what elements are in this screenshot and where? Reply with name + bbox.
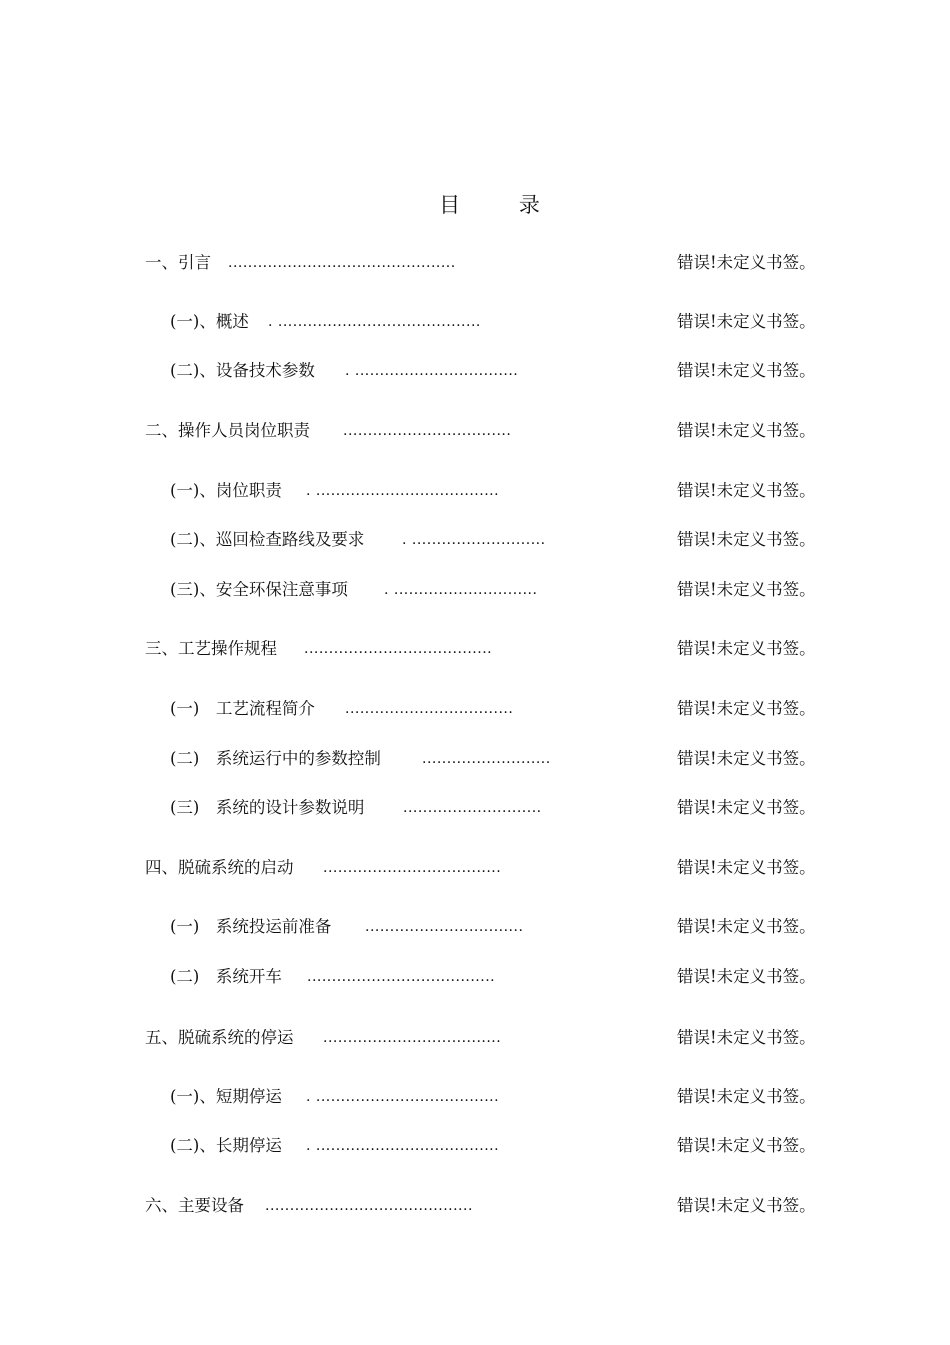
toc-entry[interactable] — [0, 528, 950, 552]
toc-leader-dots: .................................. — [345, 701, 514, 717]
toc-page-ref: 错误!未定义书签。 — [677, 639, 816, 658]
toc-entry[interactable] — [0, 419, 950, 443]
toc-entry[interactable] — [0, 359, 950, 383]
toc-entry-label: (三) 系统的设计参数说明 — [170, 798, 365, 817]
toc-entry[interactable] — [0, 747, 950, 771]
toc-entry[interactable] — [0, 856, 950, 880]
toc-entry[interactable] — [0, 310, 950, 334]
toc-entry-label: (一) 工艺流程简介 — [170, 699, 315, 718]
toc-leader-dots: .................................... — [323, 1030, 502, 1046]
toc-entry[interactable] — [0, 697, 950, 721]
toc-leader-dots: .......................... — [422, 751, 551, 767]
toc-page-ref: 错误!未定义书签。 — [677, 1136, 816, 1155]
toc-page-ref: 错误!未定义书签。 — [677, 749, 816, 768]
toc-leader-dots: ................................ — [365, 919, 524, 935]
toc-entry[interactable] — [0, 637, 950, 661]
toc-page-ref: 错误!未定义书签。 — [677, 1196, 816, 1215]
toc-leader-dots: ...................................... — [304, 641, 493, 657]
toc-entry[interactable] — [0, 1194, 950, 1218]
toc-entry-label: 五、脱硫系统的停运 — [145, 1028, 294, 1047]
toc-page-ref: 错误!未定义书签。 — [677, 917, 816, 936]
toc-entry-label: (二)、巡回检查路线及要求 — [170, 530, 365, 549]
toc-leader-dots: .................................. — [343, 423, 512, 439]
toc-entry-label: 六、主要设备 — [145, 1196, 244, 1215]
toc-entry[interactable] — [0, 479, 950, 503]
toc-leader-dots: .......................................... — [265, 1198, 473, 1214]
toc-page-ref: 错误!未定义书签。 — [677, 798, 816, 817]
toc-entry-label: 四、脱硫系统的启动 — [145, 858, 294, 877]
toc-leader-dots: ...................................... — [307, 969, 496, 985]
toc-title: 目 录 — [439, 193, 566, 217]
toc-leader-dots: . ............................. — [384, 582, 538, 598]
toc-entry-label: (三)、安全环保注意事项 — [170, 580, 348, 599]
toc-entry[interactable] — [0, 251, 950, 275]
toc-page-ref: 错误!未定义书签。 — [677, 699, 816, 718]
toc-page-ref: 错误!未定义书签。 — [677, 361, 816, 380]
toc-entry[interactable] — [0, 1134, 950, 1158]
toc-entry[interactable] — [0, 965, 950, 989]
toc-entry-label: 三、工艺操作规程 — [145, 639, 277, 658]
toc-entry-label: (一)、岗位职责 — [170, 481, 282, 500]
toc-page-ref: 错误!未定义书签。 — [677, 858, 816, 877]
toc-entry[interactable] — [0, 915, 950, 939]
toc-page-ref: 错误!未定义书签。 — [677, 421, 816, 440]
toc-leader-dots: . ..................................... — [306, 1089, 500, 1105]
toc-leader-dots: ............................ — [403, 800, 542, 816]
toc-page-ref: 错误!未定义书签。 — [677, 253, 816, 272]
toc-entry-label: 一、引言 — [145, 253, 211, 272]
toc-leader-dots: . ......................................... — [268, 314, 481, 330]
toc-leader-dots: . ................................. — [345, 363, 519, 379]
toc-entry-label: (一)、短期停运 — [170, 1087, 282, 1106]
toc-entry-label: 二、操作人员岗位职责 — [145, 421, 310, 440]
toc-entry-label: (一)、概述 — [170, 312, 249, 331]
toc-entry-label: (一) 系统投运前准备 — [170, 917, 332, 936]
toc-leader-dots: .............................................. — [228, 255, 456, 271]
toc-entry[interactable] — [0, 1026, 950, 1050]
toc-entry-label: (二)、长期停运 — [170, 1136, 282, 1155]
toc-page-ref: 错误!未定义书签。 — [677, 1028, 816, 1047]
toc-page-ref: 错误!未定义书签。 — [677, 312, 816, 331]
toc-page-ref: 错误!未定义书签。 — [677, 967, 816, 986]
toc-entry-label: (二)、设备技术参数 — [170, 361, 315, 380]
toc-leader-dots: . ..................................... — [306, 1138, 500, 1154]
toc-entry[interactable] — [0, 578, 950, 602]
toc-entry[interactable] — [0, 796, 950, 820]
toc-page-ref: 错误!未定义书签。 — [677, 530, 816, 549]
toc-page-ref: 错误!未定义书签。 — [677, 481, 816, 500]
toc-leader-dots: . ..................................... — [306, 483, 500, 499]
toc-leader-dots: . ........................... — [402, 532, 546, 548]
toc-page-ref: 错误!未定义书签。 — [677, 580, 816, 599]
toc-entry[interactable] — [0, 1085, 950, 1109]
toc-entry-label: (二) 系统运行中的参数控制 — [170, 749, 381, 768]
toc-page-ref: 错误!未定义书签。 — [677, 1087, 816, 1106]
toc-entry-label: (二) 系统开车 — [170, 967, 282, 986]
toc-leader-dots: .................................... — [323, 860, 502, 876]
